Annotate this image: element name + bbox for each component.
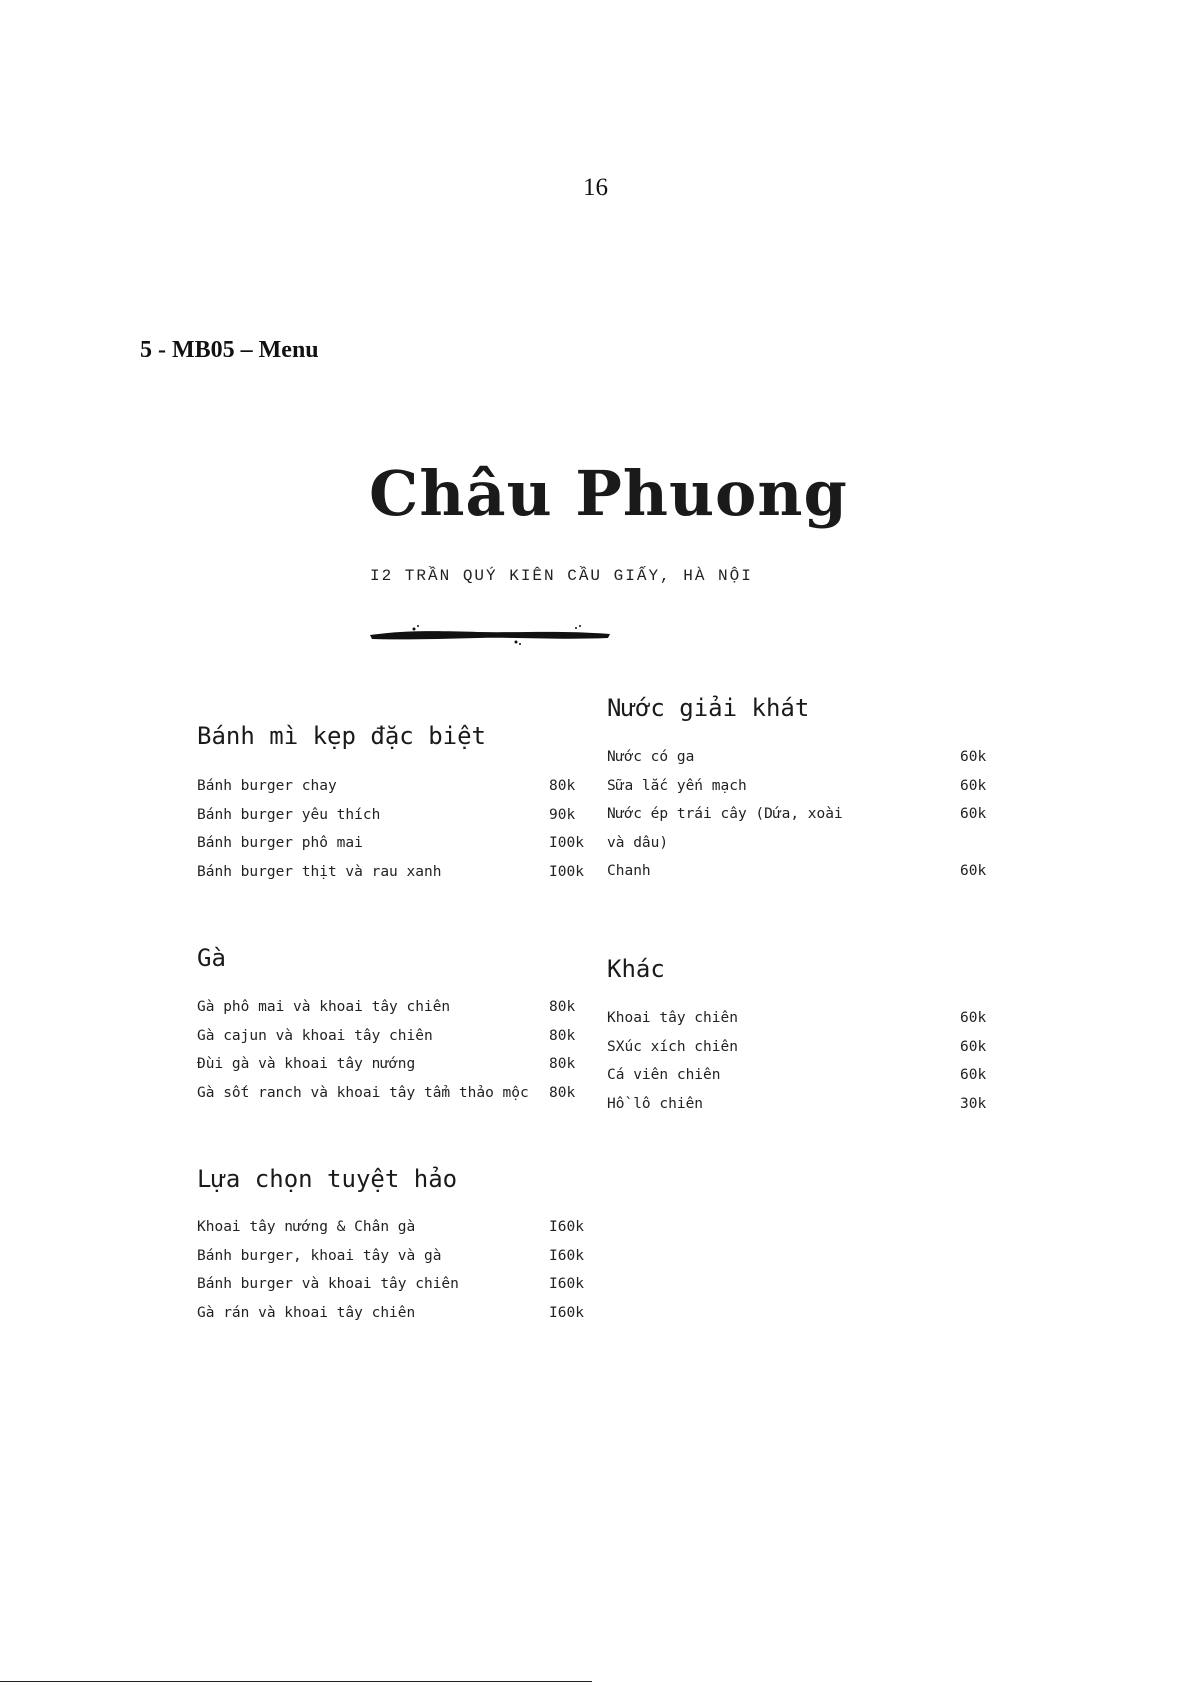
item-name: Nước ép trái cây (Dứa, xoài [607,806,843,822]
list-item [197,835,583,864]
item-price: 80k [549,1056,576,1072]
item-name: Bánh burger yêu thích [197,806,381,823]
item-name: Gà sốt ranch và khoai tây tẩm thảo mộc [197,1084,529,1101]
item-name: Bánh burger thịt và rau xanh [197,863,442,880]
item-price: I60k [549,1219,584,1235]
item-price: 30k [960,1095,987,1112]
item-name: Gà cajun và khoai tây chiên [197,1027,433,1044]
item-name: Bánh burger phô mai [197,835,363,851]
list-item [607,1096,987,1125]
item-name: Hồ lô chiên [607,1095,704,1112]
category-title-banh-mi: Bánh mì kẹp đặc biệt [197,722,486,750]
item-price: I60k [549,1247,584,1264]
list-item [197,1248,583,1277]
list-item [607,835,987,864]
item-price: 80k [549,1084,576,1101]
item-price: 60k [960,806,987,822]
list-item [197,1085,583,1114]
khac-list [607,1010,987,1124]
item-price: 80k [549,778,576,794]
category-title-nuoc-giai-khat: Nước giải khát [607,694,810,722]
list-item [607,749,987,778]
item-price: 80k [549,1027,576,1044]
brush-stroke-divider [368,620,612,646]
item-name: Đùi gà và khoai tây nướng [197,1056,416,1072]
page-number: 16 [583,174,608,201]
item-price: 90k [549,806,576,823]
item-name: Nước có ga [607,749,695,765]
list-item [197,778,583,807]
item-name: Gà phô mai và khoai tây chiên [197,999,451,1015]
item-name: SXúc xích chiên [607,1038,738,1055]
nuoc-giai-khat-list [607,749,987,892]
item-price: 60k [960,1067,987,1083]
item-price: I60k [549,1276,584,1292]
list-item [197,807,583,836]
item-name: Bánh burger chay [197,778,337,794]
list-item [607,1010,987,1039]
item-name: Khoai tây nướng & Chân gà [197,1219,416,1235]
item-price: I00k [549,863,584,880]
lua-chon-list [197,1219,583,1333]
item-name: Chanh [607,863,651,879]
item-price: 60k [960,749,987,765]
list-item [607,778,987,807]
item-name: Bánh burger, khoai tây và gà [197,1247,442,1264]
restaurant-name: Châu Phuong [369,457,848,530]
item-price: 60k [960,1038,987,1055]
category-title-lua-chon: Lựa chọn tuyệt hảo [197,1165,458,1193]
list-item [197,864,583,893]
list-item [607,806,987,835]
item-name: Gà rán và khoai tây chiên [197,1304,416,1321]
item-price: 60k [960,777,987,794]
list-item [607,1067,987,1096]
item-price: 60k [960,1010,987,1026]
section-heading: 5 - MB05 – Menu [140,337,319,363]
item-price: I00k [549,835,584,851]
restaurant-address: I2 TRẦN QUÝ KIÊN CẦU GIẤY, HÀ NỘI [370,567,753,585]
item-name: Sữa lắc yến mạch [607,777,747,794]
list-item [197,1276,583,1305]
item-price: 60k [960,863,987,879]
list-item [197,999,583,1028]
item-name: Bánh burger và khoai tây chiên [197,1276,459,1292]
category-title-ga: Gà [197,944,226,972]
footer-rule [0,1681,592,1682]
list-item [607,1039,987,1068]
category-title-khac: Khác [607,955,665,983]
list-item [607,863,987,892]
list-item [197,1219,583,1248]
item-price: I60k [549,1304,584,1321]
banh-mi-list [197,778,583,892]
item-name: Khoai tây chiên [607,1010,738,1026]
list-item [197,1305,583,1334]
item-name: và dâu) [607,834,669,851]
item-price: 80k [549,999,576,1015]
list-item [197,1056,583,1085]
ga-list [197,999,583,1113]
list-item [197,1028,583,1057]
item-name: Cá viên chiên [607,1067,721,1083]
